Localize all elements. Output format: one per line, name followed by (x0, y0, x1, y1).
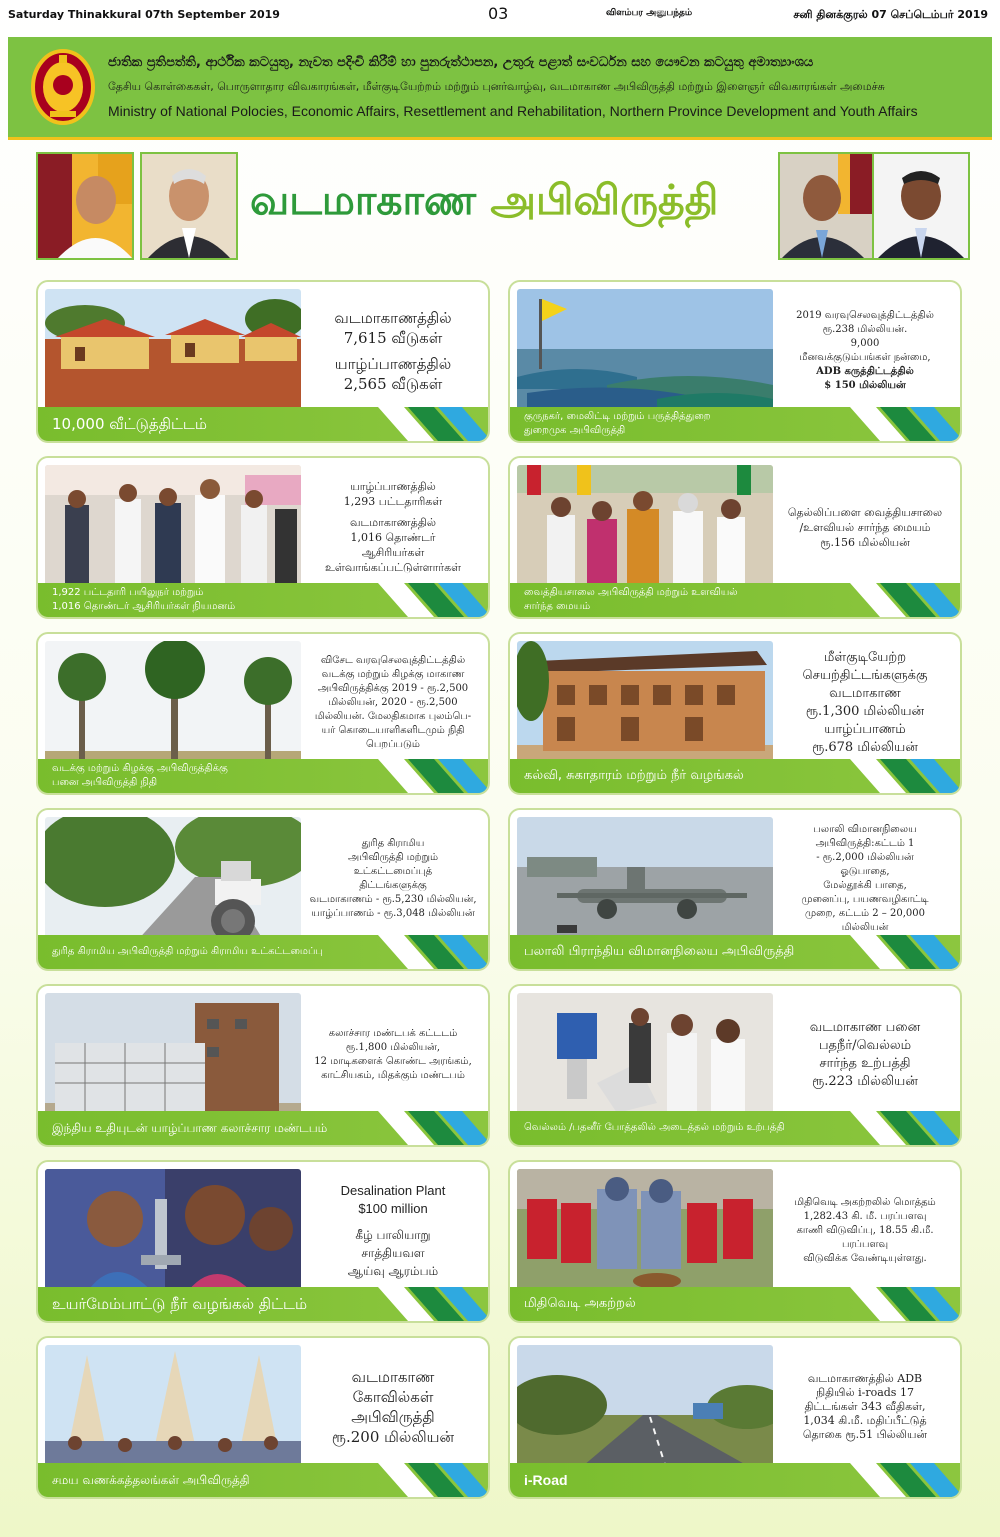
project-card-demining (508, 1160, 962, 1323)
sri-lanka-emblem-icon (30, 45, 96, 127)
photo-graduates-ceremony (45, 465, 301, 591)
project-card-housing (36, 280, 490, 443)
photo-i-road (517, 1345, 773, 1471)
card-description-line: அபிவிருத்தி (351, 1408, 435, 1426)
card-label (52, 1287, 392, 1321)
card-description-line: 12 மாடிகளைக் கொண்ட அரங்கம், (314, 1056, 472, 1067)
card-description (776, 1348, 954, 1466)
card-description (776, 644, 954, 762)
card-description-line: பெறப்படும் (366, 739, 420, 750)
card-label (524, 935, 864, 969)
ministry-name-tamil: தேசிய கொள்கைகள், பொருளாதார விவகாரங்கள், மீள்குடியேற்றம் மற்றும் புனர்வாழ்வு, வடமாகாண அபிவிருத்தி மற்றும் இளைஞர் விவகாரங்கள் அமைச்சு (108, 80, 885, 93)
card-label (524, 1463, 864, 1497)
card-label-text: குருநகர், மைலிட்டி மற்றும் பருத்தித்துறை (524, 411, 711, 422)
card-description-line: தெல்லிப்பளை வைத்தியசாலை (787, 505, 943, 519)
card-description (304, 468, 482, 586)
stripe-decoration-icon (850, 935, 960, 969)
card-description-line: 2019 வரவுசெலவுத்திட்டத்தில் (796, 310, 934, 321)
stripe-decoration-icon (850, 583, 960, 617)
card-label (52, 935, 412, 969)
masthead-left: Saturday Thinakkural 07th September 2019 (8, 8, 280, 21)
stripe-decoration-icon (378, 583, 488, 617)
card-description-line: ரூ.200 மில்லியன் (331, 1428, 455, 1446)
card-description-line: அபிவிருத்திக்கு 2019 - ரூ.2,500 (317, 683, 469, 694)
stripe-decoration-icon (850, 1111, 960, 1145)
portrait-president (36, 152, 134, 260)
card-label-text: இந்திய உதியுடன் யாழ்ப்பாண கலாச்சார மண்டபம் (52, 1121, 328, 1135)
portrait-minister (778, 152, 876, 260)
card-description-line: கலாச்சார மண்டபக் கட்டடம் (328, 1028, 458, 1039)
card-description (304, 1348, 482, 1466)
card-label-text: உயர்மேம்பாட்டு நீர் வழங்கல் திட்டம் (52, 1295, 308, 1313)
card-description (776, 292, 954, 410)
photo-harbour (517, 289, 773, 415)
card-description-line: 1,293 பட்டதாரிகள் (343, 495, 443, 508)
card-description-line: யாழ்ப்பாணத்தில் (350, 480, 436, 493)
card-description-line: பலாலி விமானநிலைய (813, 824, 917, 835)
ministry-banner (8, 37, 992, 140)
card-description-line: வடமாகாண (351, 1368, 435, 1386)
card-description-line: 2,565 வீடுகள் (343, 375, 443, 393)
card-description-line: Desalination Plant (340, 1183, 446, 1198)
card-label (524, 1111, 884, 1145)
card-description-line: யர் கொடையாளிகளிடமும் நிதி (321, 725, 465, 736)
photo-temple-towers (45, 1345, 301, 1471)
project-card-cultural-centre (36, 984, 490, 1147)
card-label-text: 1,922 பட்டதாரி பயிலுநர் மற்றும் (52, 587, 204, 598)
card-description-line: வடமாகாணத்தில் (350, 516, 436, 529)
card-label-text: 10,000 வீட்டுத்திட்டம் (52, 415, 207, 433)
card-description-line: கீழ் பாலியாறு (355, 1228, 431, 1242)
stripe-decoration-icon (378, 407, 488, 441)
project-card-graduates (36, 456, 490, 619)
portrait-prime-minister (140, 152, 238, 260)
card-description-line: மிதிவெடி அகற்றலில் மொத்தம் (794, 1197, 936, 1208)
card-label (524, 1287, 864, 1321)
card-description-line: துரித கிராமிய (361, 838, 425, 849)
card-description-line: தொகை ரூ.51 பில்லியன் (802, 1428, 928, 1441)
project-card-rural-infrastructure (36, 808, 490, 971)
stripe-decoration-icon (850, 1463, 960, 1497)
card-label-text: பனை அபிவிருத்தி நிதி (52, 777, 158, 788)
card-description (304, 1172, 482, 1290)
stripe-decoration-icon (850, 407, 960, 441)
card-description-line: மேல்தூக்கி பாதை, (823, 880, 907, 891)
card-description-line: - ரூ.2,000 மில்லியன் (816, 852, 914, 863)
card-description-line: 1,034 கி.மீ. மதிப்பீட்டுத் (803, 1414, 927, 1427)
card-description-line: மீனவக்குடும்பங்கள் நன்மை, (799, 352, 931, 363)
card-description-line: சார்ந்த உற்பத்தி (819, 1056, 911, 1071)
card-description-line: ரூ.678 மில்லியன் (812, 740, 918, 755)
masthead (0, 0, 1000, 30)
headline-part2: அபிவிருத்தி (490, 176, 719, 224)
section-label: விளம்பர அனுபந்தம் (606, 8, 693, 18)
card-description-line: பதநீர்/வெல்லம் (818, 1038, 912, 1053)
photo-road-roller (45, 817, 301, 943)
card-description-line: $100 million (358, 1201, 428, 1216)
photo-palmyra-trees (45, 641, 301, 767)
card-description-line: யாழ்ப்பாணம் - ரூ.3,048 மில்லியன் (311, 908, 475, 919)
project-card-hospital (508, 456, 962, 619)
card-description-line: திட்டங்கள் 343 வீதிகள், (804, 1400, 926, 1413)
card-description-line: 1,282.43 கி. மீ. பரப்பளவு (803, 1211, 927, 1222)
project-card-palm-fund (36, 632, 490, 795)
card-description-line: ரூ.1,800 மில்லியன், (345, 1042, 441, 1053)
card-label-text: வைத்தியசாலை அபிவிருத்தி மற்றும் உளவியல் (524, 587, 738, 598)
card-description-line: 1,016 தொண்டர் (350, 531, 436, 544)
card-description-line: காணி விடுவிப்பு, 18.55 கி.மீ. (796, 1225, 934, 1236)
card-label-text: கல்வி, சுகாதாரம் மற்றும் நீர் வழங்கல் (524, 768, 744, 783)
ministry-name-english: Ministry of National Polocies, Economic Affairs, Resettlement and Rehabilitation, Northern Province Development and Youth Affairs (108, 103, 918, 119)
card-description-line: வடமாகாண பனை (809, 1020, 921, 1035)
masthead-right: சனி தினக்குரல் 07 செப்டெம்பர் 2019 (793, 8, 988, 21)
card-description (304, 644, 482, 762)
stripe-decoration-icon (378, 1111, 488, 1145)
card-label-text: துறைமுக அபிவிருத்தி (524, 425, 626, 436)
card-description-line: காட்சியகம், மிதக்கும் மண்டபம் (321, 1070, 465, 1081)
card-description-line: முறை, கட்டம் 2 – 20,000 (805, 908, 925, 919)
photo-hospital-opening (517, 465, 773, 591)
photo-houses (45, 289, 301, 415)
card-label-text: சார்ந்த மையம் (524, 601, 591, 612)
card-description-line: விடுவிக்க வேண்டியுள்ளது. (803, 1253, 927, 1264)
card-description-line: வடமாகாண (829, 686, 901, 701)
project-card-i-road (508, 1336, 962, 1499)
card-label-text: பலாலி பிராந்திய விமானநிலைய அபிவிருத்தி (524, 944, 795, 959)
card-description-line: அபிவிருத்தி மற்றும் (347, 852, 439, 863)
card-description (776, 468, 954, 586)
card-description-line: ரூ.238 மில்லியன். (822, 324, 908, 335)
ministry-name-sinhala: ජාතික ප්‍රතිපත්ති, ආර්ථික කටයුතු, නැවත පදිංචි කිරීම් හා පුනරුත්ථාපන, උතුරු පළාත් සංවර්ධන සහ යෞවන කටයුතු අමාත්‍යාංශය (108, 55, 814, 70)
card-description-line: வடமாகாணத்தில் (334, 309, 452, 327)
page-number: 03 (488, 4, 509, 23)
card-description-line: யாழ்ப்பாணத்தில் (334, 355, 452, 373)
card-label (52, 1463, 392, 1497)
card-label (52, 407, 392, 441)
card-label (524, 759, 864, 793)
card-description-line: ஆய்வு ஆரம்பம் (347, 1264, 439, 1278)
project-card-harbour (508, 280, 962, 443)
photo-school-building (517, 641, 773, 767)
photo-bottling-machinery (517, 993, 773, 1119)
card-description-line: மீள்குடியேற்ற (823, 650, 907, 665)
stripe-decoration-icon (378, 1463, 488, 1497)
card-description-line: மில்லியன், 2020 - ரூ.2,500 (328, 697, 458, 708)
stripe-decoration-icon (378, 1287, 488, 1321)
card-description-line: ரூ.1,300 மில்லியன் (805, 704, 925, 719)
card-description (776, 996, 954, 1114)
card-description-line: ADB கருத்திட்டத்தில் (816, 366, 914, 377)
stripe-decoration-icon (850, 759, 960, 793)
card-description-line: விசேட வரவுசெலவுத்திட்டத்தில் (320, 655, 466, 666)
card-description-line: முனைப்பு, பயணவழிகாட்டி (801, 894, 929, 905)
card-description-line: வடமாகாணம் - ரூ.5,230 மில்லியன், (309, 894, 477, 905)
portrait-state-minister (872, 152, 970, 260)
page-headline (250, 176, 718, 230)
card-description-line: $ 150 மில்லியன் (824, 380, 906, 391)
card-description-line: ரூ.156 மில்லியன் (820, 535, 910, 549)
stripe-decoration-icon (850, 1287, 960, 1321)
project-card-airport (508, 808, 962, 971)
project-card-education (508, 632, 962, 795)
card-description-line: ரூ.223 மில்லியன் (812, 1074, 918, 1089)
stripe-decoration-icon (378, 759, 488, 793)
card-description (776, 1172, 954, 1290)
card-label-text: வடக்கு மற்றும் கிழக்கு அபிவிருத்திக்கு (52, 763, 228, 774)
card-description-line: பரப்பளவு (841, 1239, 889, 1250)
photo-demining-team (517, 1169, 773, 1295)
card-label-text: துரித கிராமிய அபிவிருத்தி மற்றும் கிராமிய உட்கட்டமைப்பு (52, 946, 323, 957)
card-description-line: மில்லியன். மேலதிகமாக புலம்பெ- (314, 711, 472, 722)
card-description-line: யாழ்ப்பாணம் (824, 722, 906, 737)
card-description-line: 7,615 வீடுகள் (343, 329, 443, 347)
card-label-text: சமய வணக்கத்தலங்கள் அபிவிருத்தி (52, 1473, 250, 1487)
stripe-decoration-icon (378, 935, 488, 969)
card-description-line: உட்கட்டமைப்புத் (353, 866, 433, 877)
card-description-line: கோவில்கள் (352, 1388, 434, 1406)
card-description (304, 996, 482, 1114)
card-description-line: மில்லியன் (841, 922, 889, 933)
card-label (52, 1111, 412, 1145)
card-description-line: வடக்கு மற்றும் கிழக்கு மாகாண (321, 669, 465, 680)
card-label (52, 583, 392, 617)
photo-cultural-centre-construction (45, 993, 301, 1119)
card-description-line: ஓடுபாதை, (840, 866, 890, 877)
card-description-line: /உளவியல் சார்ந்த மையம் (799, 520, 931, 534)
project-card-temples (36, 1336, 490, 1499)
card-description-line: உள்வாங்கப்பட்டுள்ளார்கள் (324, 561, 462, 574)
card-label (52, 759, 392, 793)
card-label (524, 407, 864, 441)
card-description-line: வடமாகாணத்தில் ADB (807, 1372, 923, 1385)
card-description-line: அபிவிருத்தி:கட்டம் 1 (815, 838, 915, 849)
card-label-text: i-Road (524, 1472, 568, 1488)
card-description-line: திட்டங்களுக்கு (359, 880, 427, 891)
card-label-text: வெல்லம் /பதனீர் போத்தலில் அடைத்தல் மற்றும் உற்பத்தி (524, 1122, 785, 1133)
headline-part1: வடமாகாண (250, 176, 477, 224)
card-description-line: 9,000 (850, 338, 880, 349)
photo-children-drinking-water (45, 1169, 301, 1295)
card-description (776, 820, 954, 938)
photo-airport-aircraft (517, 817, 773, 943)
project-card-jaggery-production (508, 984, 962, 1147)
project-card-water-supply (36, 1160, 490, 1323)
card-label-text: மிதிவெடி அகற்றல் (524, 1296, 636, 1311)
card-description (304, 292, 482, 410)
card-description-line: செயற்திட்டங்களுக்கு (802, 668, 928, 683)
card-description-line: சாத்தியவள (361, 1246, 425, 1260)
card-label (524, 583, 864, 617)
card-description-line: நிதியில் i-roads 17 (816, 1386, 914, 1399)
card-description (304, 820, 482, 938)
card-description-line: ஆசிரியர்கள் (361, 546, 425, 559)
card-label-text: 1,016 தொண்டர் ஆசிரியர்கள் நியமனம் (52, 601, 236, 612)
